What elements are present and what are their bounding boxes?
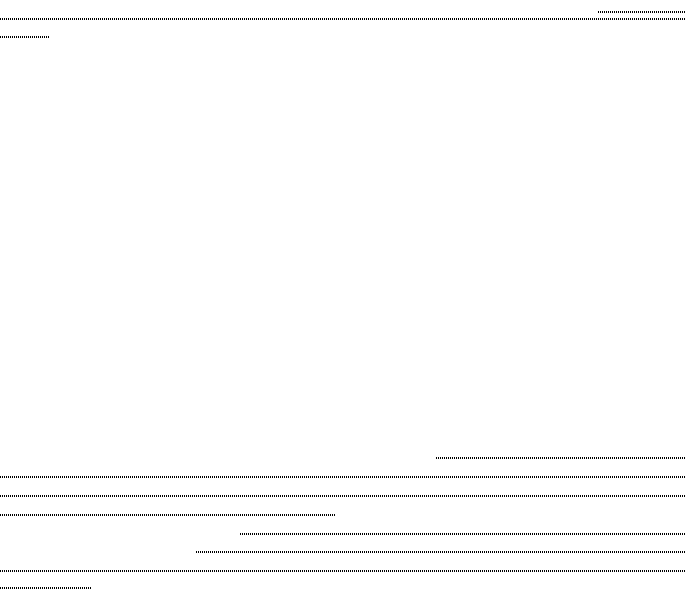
text-line-1 xyxy=(598,11,686,13)
text-line-6 xyxy=(0,495,686,497)
text-line-5 xyxy=(0,476,686,478)
text-line-7 xyxy=(0,514,336,516)
text-line-3 xyxy=(0,36,50,38)
text-line-8 xyxy=(240,533,686,535)
text-line-4 xyxy=(436,457,686,459)
text-line-10 xyxy=(0,570,686,572)
text-line-9 xyxy=(196,551,686,553)
text-line-2 xyxy=(0,18,686,20)
